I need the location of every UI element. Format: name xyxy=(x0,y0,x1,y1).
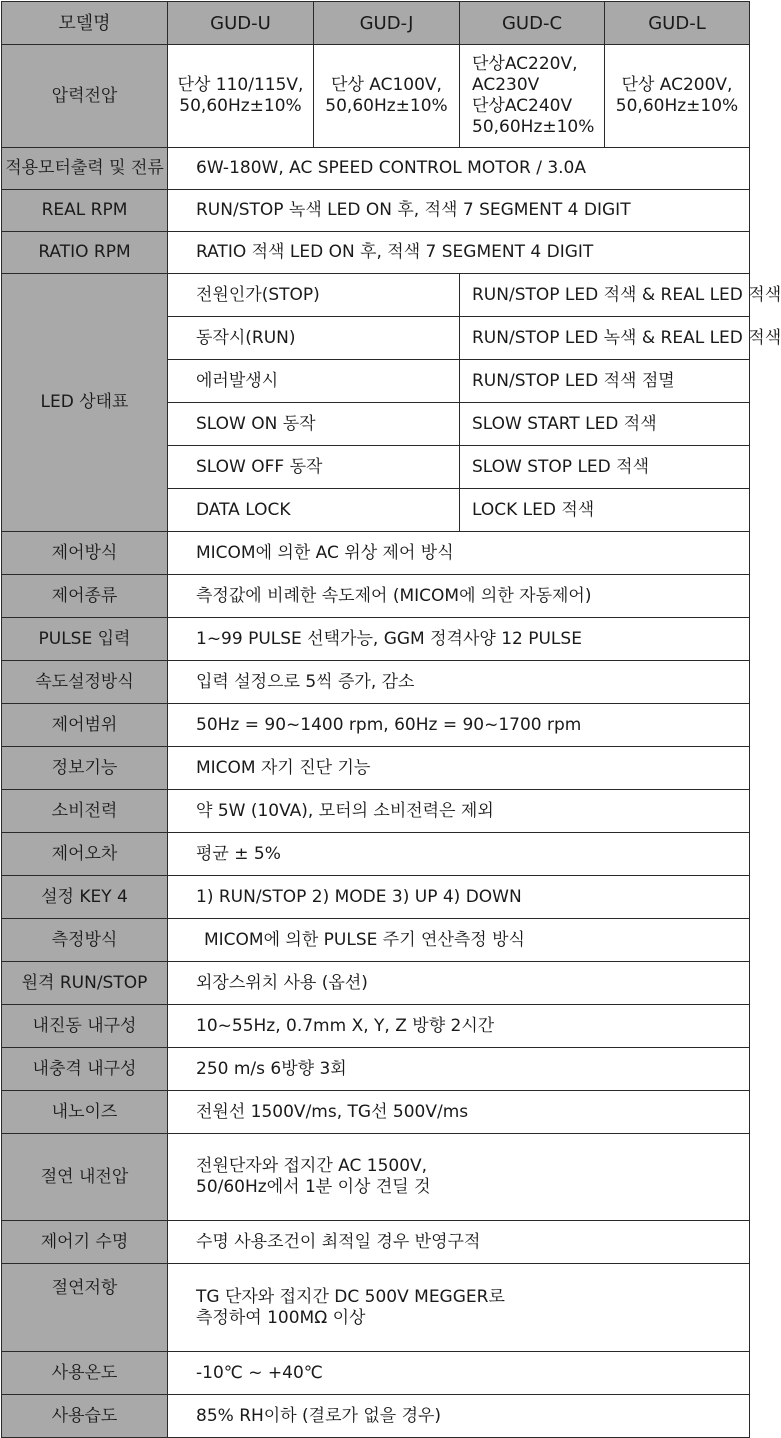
voltage-gud-u xyxy=(168,45,314,148)
spec-row xyxy=(2,876,750,919)
spec-label: 절연 내전압 xyxy=(2,1134,168,1221)
spec-value: MICOM에 의한 PULSE 주기 연산측정 방식 xyxy=(168,919,750,962)
value-line: 50/60Hz에서 1분 이상 견딜 것 xyxy=(196,1177,431,1197)
spec-value: 1~99 PULSE 선택가능, GGM 정격사양 12 PULSE xyxy=(168,618,750,661)
spec-value: 평균 ± 5% xyxy=(168,833,750,876)
header-row xyxy=(2,2,750,45)
spec-row xyxy=(2,962,750,1005)
spec-value: 외장스위치 사용 (옵션) xyxy=(168,962,750,1005)
spec-value: 6W-180W, AC SPEED CONTROL MOTOR / 3.0A xyxy=(168,148,750,190)
led-label: LED 상태표 xyxy=(2,274,168,532)
spec-label: 소비전력 xyxy=(2,790,168,833)
spec-label: 사용습도 xyxy=(2,1395,168,1438)
voltage-line: 단상 AC200V, xyxy=(621,75,733,95)
led-state: 전원인가(STOP) xyxy=(168,274,460,317)
voltage-line: 단상AC240V xyxy=(472,96,573,116)
led-state: 동작시(RUN) xyxy=(168,317,460,360)
model-gud-l: GUD-L xyxy=(605,2,750,45)
spec-label: 속도설정방식 xyxy=(2,661,168,704)
voltage-gud-j xyxy=(314,45,460,148)
spec-label: 절연저항 xyxy=(2,1264,168,1352)
spec-row xyxy=(2,661,750,704)
spec-row xyxy=(2,190,750,232)
spec-label: 원격 RUN/STOP xyxy=(2,962,168,1005)
voltage-gud-l xyxy=(605,45,750,148)
voltage-line: 50,60Hz±10% xyxy=(179,96,302,116)
spec-table xyxy=(1,1,781,1438)
spec-label: 제어기 수명 xyxy=(2,1221,168,1264)
value-line: TG 단자와 접지간 DC 500V MEGGER로 xyxy=(196,1286,505,1307)
spec-value: 수명 사용조건이 최적일 경우 반영구적 xyxy=(168,1221,750,1264)
spec-label: 적용모터출력 및 전류 xyxy=(2,148,168,190)
spec-value: 1) RUN/STOP 2) MODE 3) UP 4) DOWN xyxy=(168,876,750,919)
spec-label: 제어범위 xyxy=(2,704,168,747)
spec-value xyxy=(168,1264,750,1352)
voltage-line: 50,60Hz±10% xyxy=(472,117,595,137)
led-desc: RUN/STOP LED 녹색 & REAL LED 적색 xyxy=(460,317,750,360)
spec-value: 측정값에 비례한 속도제어 (MICOM에 의한 자동제어) xyxy=(168,575,750,618)
led-desc: RUN/STOP LED 적색 & REAL LED 적색 xyxy=(460,274,750,317)
spec-value: 전원선 1500V/ms, TG선 500V/ms xyxy=(168,1091,750,1134)
spec-value: RUN/STOP 녹색 LED ON 후, 적색 7 SEGMENT 4 DIGIT xyxy=(168,190,750,232)
spec-row xyxy=(2,618,750,661)
model-gud-u: GUD-U xyxy=(168,2,314,45)
led-state: 에러발생시 xyxy=(168,360,460,403)
value-line: 전원단자와 접지간 AC 1500V, xyxy=(196,1156,428,1176)
spec-value: 입력 설정으로 5씩 증가, 감소 xyxy=(168,661,750,704)
led-state: SLOW OFF 동작 xyxy=(168,446,460,489)
voltage-line: 단상 AC100V, xyxy=(331,75,442,95)
spec-label: 정보기능 xyxy=(2,747,168,790)
spec-value: MICOM 자기 진단 기능 xyxy=(168,747,750,790)
voltage-line: 단상 110/115V, xyxy=(177,75,304,95)
spec-row xyxy=(2,1005,750,1048)
spec-label: 측정방식 xyxy=(2,919,168,962)
led-state: DATA LOCK xyxy=(168,489,460,532)
voltage-line: 50,60Hz±10% xyxy=(325,96,448,116)
led-desc: SLOW STOP LED 적색 xyxy=(460,446,750,489)
spec-row xyxy=(2,704,750,747)
voltage-gud-c xyxy=(460,45,605,148)
spec-label: 내진동 내구성 xyxy=(2,1005,168,1048)
spec-row xyxy=(2,919,750,962)
header-label: 모델명 xyxy=(2,2,168,45)
spec-value: 85% RH이하 (결로가 없을 경우) xyxy=(168,1395,750,1438)
spec-label: 내충격 내구성 xyxy=(2,1048,168,1091)
spec-value xyxy=(168,1134,750,1221)
spec-row xyxy=(2,1221,750,1264)
spec-value: 10~55Hz, 0.7mm X, Y, Z 방향 2시간 xyxy=(168,1005,750,1048)
spec-row xyxy=(2,1352,750,1395)
spec-label: 제어종류 xyxy=(2,575,168,618)
spec-value: RATIO 적색 LED ON 후, 적색 7 SEGMENT 4 DIGIT xyxy=(168,232,750,274)
led-desc: LOCK LED 적색 xyxy=(460,489,750,532)
model-gud-c: GUD-C xyxy=(460,2,605,45)
spec-value: MICOM에 의한 AC 위상 제어 방식 xyxy=(168,532,750,575)
spec-row xyxy=(2,232,750,274)
spec-row xyxy=(2,575,750,618)
spec-label: 설정 KEY 4 xyxy=(2,876,168,919)
spec-row xyxy=(2,747,750,790)
spec-label: 내노이즈 xyxy=(2,1091,168,1134)
spec-label: 사용온도 xyxy=(2,1352,168,1395)
spec-row xyxy=(2,1048,750,1091)
spec-label: PULSE 입력 xyxy=(2,618,168,661)
spec-label: 제어방식 xyxy=(2,532,168,575)
led-desc: RUN/STOP LED 적색 점멸 xyxy=(460,360,750,403)
voltage-line: 단상AC220V, xyxy=(472,54,578,74)
value-line: 측정하여 100MΩ 이상 xyxy=(196,1307,366,1328)
spec-row xyxy=(2,1395,750,1438)
spec-value: -10℃ ~ +40℃ xyxy=(168,1352,750,1395)
spec-row xyxy=(2,1091,750,1134)
voltage-row xyxy=(2,45,750,148)
spec-row xyxy=(2,790,750,833)
spec-label: RATIO RPM xyxy=(2,232,168,274)
spec-row xyxy=(2,532,750,575)
spec-label: REAL RPM xyxy=(2,190,168,232)
voltage-line: AC230V xyxy=(472,75,540,95)
voltage-line: 50,60Hz±10% xyxy=(615,96,739,116)
spec-row xyxy=(2,833,750,876)
spec-value: 250 m/s 6방향 3회 xyxy=(168,1048,750,1091)
led-row xyxy=(2,274,750,317)
spec-row xyxy=(2,1134,750,1221)
spec-row xyxy=(2,148,750,190)
spec-value: 50Hz = 90~1400 rpm, 60Hz = 90~1700 rpm xyxy=(168,704,750,747)
spec-value: 약 5W (10VA), 모터의 소비전력은 제외 xyxy=(168,790,750,833)
voltage-label: 압력전압 xyxy=(2,45,168,148)
model-gud-j: GUD-J xyxy=(314,2,460,45)
led-desc: SLOW START LED 적색 xyxy=(460,403,750,446)
led-state: SLOW ON 동작 xyxy=(168,403,460,446)
spec-row xyxy=(2,1264,750,1352)
spec-label: 제어오차 xyxy=(2,833,168,876)
